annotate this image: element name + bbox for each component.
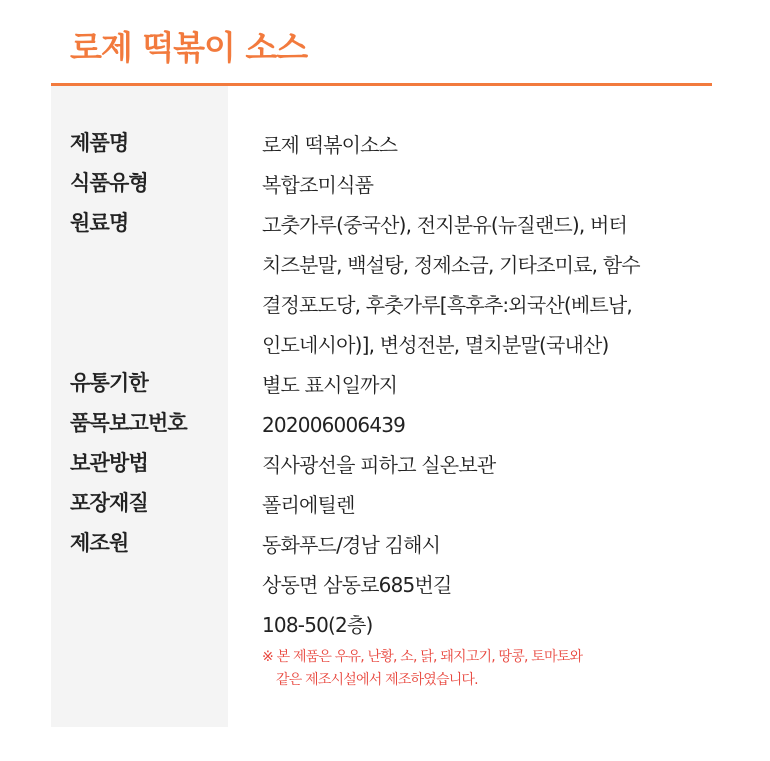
value-line: 108-50(2층): [262, 613, 373, 637]
row-label: 포장재질: [70, 491, 148, 515]
value-line: 폴리에틸렌: [262, 493, 355, 517]
row-label: 보관방법: [70, 451, 148, 475]
row-label: 식품유형: [70, 171, 148, 195]
row-value: [262, 125, 397, 165]
page-title: 로제 떡볶이 소스: [70, 28, 308, 67]
row-value: [262, 525, 452, 645]
row-value: [262, 405, 405, 445]
value-line: 인도네시아)], 변성전분, 멸치분말(국내산): [262, 333, 609, 357]
row-value: [262, 205, 640, 365]
allergen-notice: [262, 646, 582, 692]
row-label: 품목보고번호: [70, 411, 187, 435]
row-value: [262, 445, 495, 485]
value-line: 직사광선을 피하고 실온보관: [262, 453, 496, 477]
value-line: 고춧가루(중국산), 전지분유(뉴질랜드), 버터: [262, 213, 628, 237]
value-line: 로제 떡볶이소스: [262, 133, 398, 157]
row-label: 유통기한: [70, 371, 148, 395]
row-label: 제조원: [70, 531, 129, 555]
info-row-manufacturer: [0, 525, 770, 645]
row-value: [262, 365, 397, 405]
value-line: 202006006439: [262, 413, 406, 437]
info-row-storage: [0, 445, 770, 485]
info-row-packaging: [0, 485, 770, 525]
value-line: 결정포도당, 후춧가루[흑후추:외국산(베트남,: [262, 293, 632, 317]
info-row-ingredients: [0, 205, 770, 365]
row-label: 원료명: [70, 211, 129, 235]
value-line: 동화푸드/경남 김해시: [262, 533, 441, 557]
info-row-product-name: [0, 125, 770, 165]
row-value: [262, 165, 373, 205]
allergen-notice-line: 같은 제조시설에서 제조하였습니다.: [276, 672, 478, 688]
row-value: [262, 485, 355, 525]
value-line: 상동면 삼동로685번길: [262, 573, 452, 597]
value-line: 복합조미식품: [262, 173, 374, 197]
info-row-food-type: [0, 165, 770, 205]
info-row-report-number: [0, 405, 770, 445]
info-row-expiry: [0, 365, 770, 405]
row-label: 제품명: [70, 131, 129, 155]
allergen-notice-line: ※ 본 제품은 우유, 난황, 소, 닭, 돼지고기, 땅콩, 토마토와: [262, 649, 583, 665]
value-line: 별도 표시일까지: [262, 373, 398, 397]
value-line: 치즈분말, 백설탕, 정제소금, 기타조미료, 함수: [262, 253, 640, 277]
